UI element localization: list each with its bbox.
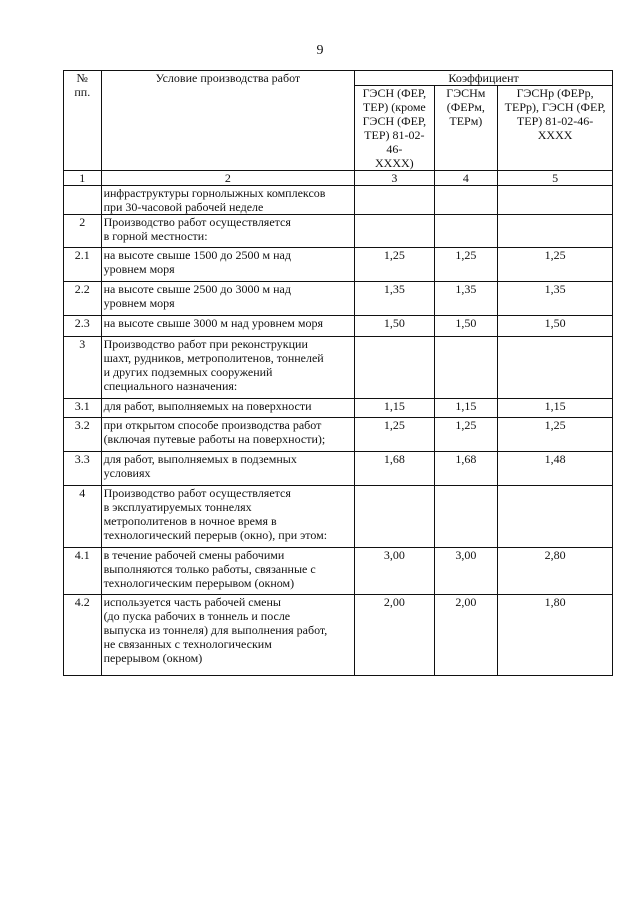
row-value-col5: 1,25: [498, 248, 613, 282]
row-value-col5: 1,48: [498, 452, 613, 486]
header-col5: ГЭСНр (ФЕРр, ТЕРр), ГЭСН (ФЕР, ТЕР) 81-02-46- XXXX: [498, 86, 613, 171]
row-value-col5: [498, 337, 613, 399]
row-value-col5: [498, 186, 613, 215]
row-value-col3: 1,68: [355, 452, 434, 486]
row-value-col4: 1,15: [434, 399, 498, 418]
row-condition: Производство работ осуществляется в эксплуатируемых тоннелях метрополитенов в ночное время в технологический перерыв (окно), при этом:: [101, 486, 355, 548]
row-value-col4: 1,25: [434, 418, 498, 452]
row-value-col3: 2,00: [355, 595, 434, 676]
row-number: 2: [64, 215, 102, 248]
row-value-col3: [355, 337, 434, 399]
table-row: [64, 486, 613, 548]
column-index: 4: [434, 171, 498, 186]
row-value-col4: [434, 486, 498, 548]
table-row: [64, 316, 613, 337]
coefficient-table: [63, 70, 613, 676]
row-condition: при открытом способе производства работ (включая путевые работы на поверхности);: [101, 418, 355, 452]
table-row: [64, 282, 613, 316]
header-coefficient: Коэффициент: [355, 71, 613, 86]
row-value-col4: 2,00: [434, 595, 498, 676]
table-row: [64, 248, 613, 282]
row-value-col3: [355, 186, 434, 215]
row-value-col3: 1,50: [355, 316, 434, 337]
row-value-col4: [434, 337, 498, 399]
header-row: [64, 71, 613, 86]
row-condition: в течение рабочей смены рабочими выполняются только работы, связанные с технологическим перерывом (окном): [101, 548, 355, 595]
column-index: 5: [498, 171, 613, 186]
header-col3: ГЭСН (ФЕР, ТЕР) (кроме ГЭСН (ФЕР, ТЕР) 81-02-46- XXXX): [355, 86, 434, 171]
row-condition: Производство работ осуществляется в горной местности:: [101, 215, 355, 248]
row-value-col5: 1,25: [498, 418, 613, 452]
row-value-col4: 1,25: [434, 248, 498, 282]
table-body: [64, 171, 613, 676]
row-condition: на высоте свыше 2500 до 3000 м над уровнем моря: [101, 282, 355, 316]
row-value-col5: 1,80: [498, 595, 613, 676]
row-condition: на высоте свыше 1500 до 2500 м над уровнем моря: [101, 248, 355, 282]
row-value-col3: 3,00: [355, 548, 434, 595]
row-value-col4: [434, 186, 498, 215]
table-row: [64, 418, 613, 452]
row-value-col3: 1,35: [355, 282, 434, 316]
page-number: 9: [316, 43, 324, 58]
row-number: 2.2: [64, 282, 102, 316]
row-value-col5: 2,80: [498, 548, 613, 595]
row-number: 3.3: [64, 452, 102, 486]
header-condition: Условие производства работ: [101, 71, 355, 171]
row-value-col4: 1,35: [434, 282, 498, 316]
row-value-col4: 1,50: [434, 316, 498, 337]
row-number: 3.1: [64, 399, 102, 418]
row-number: [64, 186, 102, 215]
row-value-col5: 1,35: [498, 282, 613, 316]
row-value-col5: 1,50: [498, 316, 613, 337]
header-col4: ГЭСНм (ФЕРм, ТЕРм): [434, 86, 498, 171]
row-value-col5: [498, 486, 613, 548]
table-row: [64, 337, 613, 399]
row-value-col4: [434, 215, 498, 248]
row-condition: используется часть рабочей смены (до пуска рабочих в тоннель и после выпуска из тоннеля) для выполнения работ, не связанных с технологическим перерывом (окном): [101, 595, 355, 676]
table-row: [64, 186, 613, 215]
row-value-col4: 1,68: [434, 452, 498, 486]
table-row: [64, 399, 613, 418]
row-condition: для работ, выполняемых на поверхности: [101, 399, 355, 418]
row-value-col5: 1,15: [498, 399, 613, 418]
row-value-col3: 1,25: [355, 418, 434, 452]
table-row: [64, 595, 613, 676]
row-number: 3: [64, 337, 102, 399]
row-number: 4.1: [64, 548, 102, 595]
row-value-col3: [355, 486, 434, 548]
header-num: № пп.: [64, 71, 102, 171]
row-number: 2.1: [64, 248, 102, 282]
column-index: 2: [101, 171, 355, 186]
row-value-col5: [498, 215, 613, 248]
row-condition: на высоте свыше 3000 м над уровнем моря: [101, 316, 355, 337]
row-value-col3: 1,15: [355, 399, 434, 418]
table-row: [64, 215, 613, 248]
table-row: [64, 548, 613, 595]
row-value-col3: [355, 215, 434, 248]
row-condition: Производство работ при реконструкции шахт, рудников, метрополитенов, тоннелей и других подземных сооружений специального назначения:: [101, 337, 355, 399]
column-index: 3: [355, 171, 434, 186]
row-value-col4: 3,00: [434, 548, 498, 595]
row-value-col3: 1,25: [355, 248, 434, 282]
row-condition: для работ, выполняемых в подземных условиях: [101, 452, 355, 486]
column-index: 1: [64, 171, 102, 186]
row-number: 2.3: [64, 316, 102, 337]
column-index-row: [64, 171, 613, 186]
row-condition: инфраструктуры горнолыжных комплексов при 30-часовой рабочей неделе: [101, 186, 355, 215]
table-row: [64, 452, 613, 486]
row-number: 4.2: [64, 595, 102, 676]
row-number: 3.2: [64, 418, 102, 452]
row-number: 4: [64, 486, 102, 548]
